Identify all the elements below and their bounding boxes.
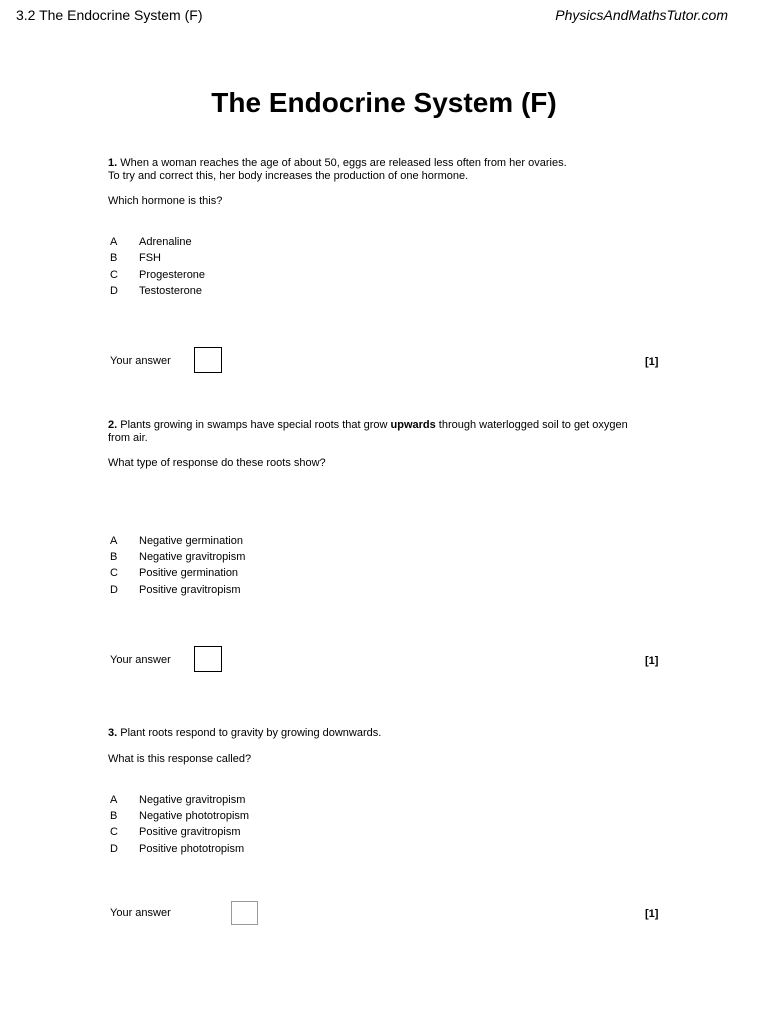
option-text: Adrenaline [139, 236, 192, 248]
option-text: Testosterone [139, 285, 202, 297]
question-number: 1. [108, 157, 118, 169]
option-letter: C [110, 826, 118, 838]
question-line: When a woman reaches the age of about 50, eggs are released less often from her ovaries. [120, 157, 567, 169]
option-letter: B [110, 252, 118, 264]
question-line: Plants growing in swamps have special roots that grow [120, 419, 388, 431]
question-3-text [108, 727, 381, 740]
option-letter: D [110, 843, 118, 855]
option-letter: B [110, 551, 118, 563]
option-text: Negative phototropism [139, 810, 250, 822]
question-line: To try and correct this, her body increases the production of one hormone. [108, 170, 469, 182]
question-line: from air. [108, 432, 148, 444]
question-3-marks: [1] [645, 908, 659, 920]
question-emphasis: upwards [390, 419, 436, 431]
page-title: The Endocrine System (F) [211, 87, 557, 118]
question-2-text [108, 419, 628, 445]
question-1-answer-label: Your answer [110, 355, 171, 367]
option-letter: A [110, 236, 118, 248]
option-text: Positive gravitropism [139, 826, 241, 838]
option-letter: A [110, 535, 118, 547]
question-number: 3. [108, 727, 118, 739]
question-1-marks: [1] [645, 356, 659, 368]
option-letter: B [110, 810, 118, 822]
question-number: 2. [108, 419, 118, 431]
question-1-text [108, 157, 567, 183]
header-left: 3.2 The Endocrine System (F) [16, 7, 203, 23]
question-3-answer-label: Your answer [110, 907, 171, 919]
option-text: Negative gravitropism [139, 794, 246, 806]
option-text: Positive phototropism [139, 843, 245, 855]
option-letter: A [110, 794, 118, 806]
question-3-prompt: What is this response called? [108, 753, 252, 765]
question-2-prompt: What type of response do these roots show? [108, 457, 326, 469]
option-text: Positive gravitropism [139, 584, 241, 596]
option-letter: D [110, 285, 118, 297]
option-text: Negative gravitropism [139, 551, 246, 563]
option-text: Positive germination [139, 567, 239, 579]
question-line: through waterlogged soil to get oxygen [438, 419, 628, 431]
question-2-answer-box[interactable] [194, 646, 222, 672]
option-letter: D [110, 584, 118, 596]
option-text: Progesterone [139, 269, 206, 281]
option-text: Negative germination [139, 535, 243, 547]
option-text: FSH [139, 252, 161, 264]
question-1-answer-box[interactable] [194, 347, 222, 373]
question-2-answer-label: Your answer [110, 654, 171, 666]
question-2-marks: [1] [645, 655, 659, 667]
question-1-prompt: Which hormone is this? [108, 195, 223, 207]
option-letter: C [110, 269, 118, 281]
header-right: PhysicsAndMathsTutor.com [555, 7, 728, 23]
option-letter: C [110, 567, 118, 579]
question-line: Plant roots respond to gravity by growing downwards. [120, 727, 382, 739]
question-3-answer-box[interactable] [231, 901, 258, 925]
